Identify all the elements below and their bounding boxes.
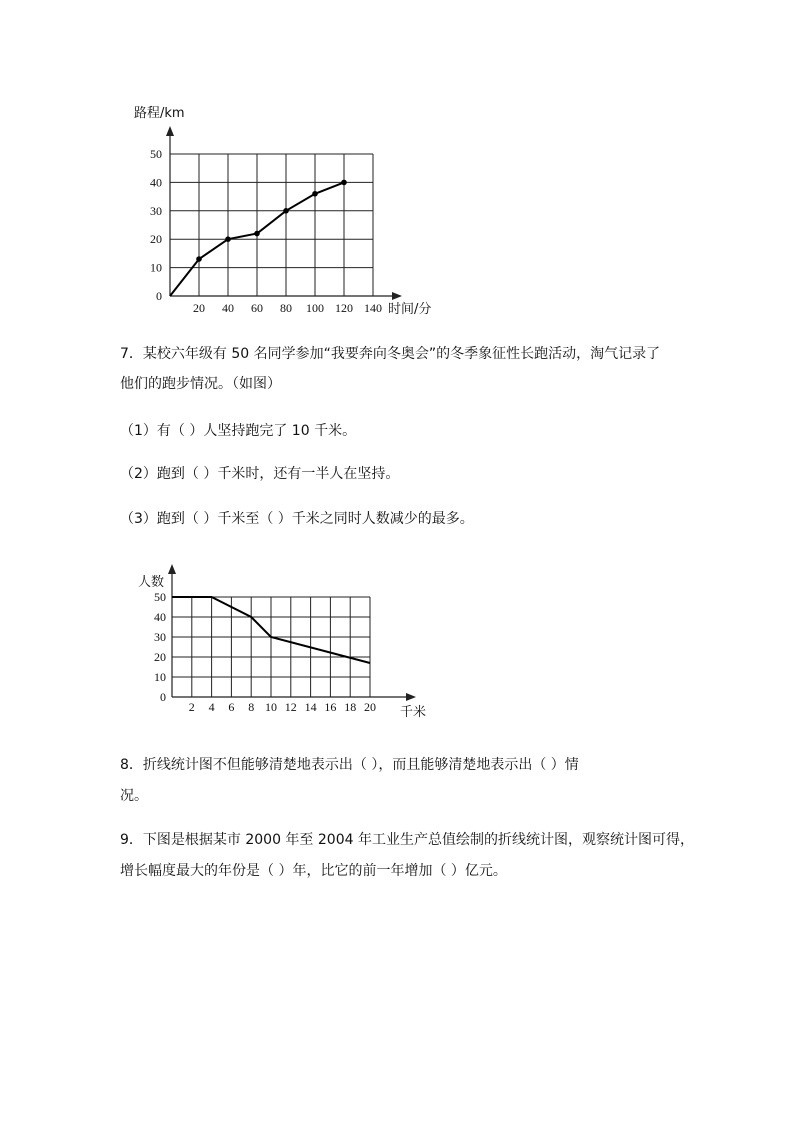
x-axis-arrow <box>406 693 416 701</box>
q7-sub1: （1）有（ ）人坚持跑完了 10 千米。 <box>120 423 357 439</box>
y-tick-label: 50 <box>154 590 166 604</box>
data-point <box>254 231 260 237</box>
y-axis-label: 路程/km <box>134 106 185 121</box>
distance-time-chart <box>0 0 794 330</box>
y-tick-label: 30 <box>150 203 162 218</box>
x-tick-label: 12 <box>284 700 297 714</box>
x-tick-label: 14 <box>304 700 317 714</box>
q7-sub2: （2）跑到（ ）千米时，还有一半人在坚持。 <box>120 466 400 482</box>
y-tick-label: 0 <box>156 289 162 303</box>
y-tick-label: 20 <box>154 650 166 664</box>
chart2-grid <box>172 597 370 697</box>
x-tick-label: 60 <box>251 301 263 315</box>
x-axis-arrow <box>392 292 402 300</box>
y-tick-label: 0 <box>160 690 166 704</box>
x-tick-label: 2 <box>188 700 195 714</box>
q7-line1: 7．某校六年级有 50 名同学参加“我要奔向冬奥会”的冬季象征性长跑活动，淘气记录了 <box>120 346 661 362</box>
y-tick-label: 40 <box>150 175 162 190</box>
y-tick-label: 50 <box>150 147 162 161</box>
x-axis-label: 千米 <box>400 705 427 720</box>
x-axis-label: 时间/分 <box>388 302 432 317</box>
data-point <box>283 208 289 214</box>
data-point <box>225 236 231 242</box>
data-point <box>341 180 347 186</box>
data-point <box>196 256 202 262</box>
x-tick-label: 6 <box>228 700 235 714</box>
q7-line2: 他们的跑步情况。（如图） <box>120 376 281 392</box>
q9-line1: 9．下图是根据某市 2000 年至 2004 年工业生产总值绘制的折线统计图，观察统计图可得， <box>120 832 694 848</box>
x-tick-label: 20 <box>193 301 205 315</box>
x-tick-label: 100 <box>306 301 324 315</box>
x-tick-label: 18 <box>344 700 357 714</box>
y-tick-label: 30 <box>154 630 166 644</box>
x-tick-label: 8 <box>248 700 255 714</box>
y-tick-label: 10 <box>154 670 166 684</box>
x-tick-label: 120 <box>335 301 353 315</box>
y-axis-arrow <box>166 126 174 136</box>
people-distance-chart <box>0 540 794 730</box>
chart2-labels <box>138 574 426 720</box>
y-axis-label: 人数 <box>138 575 165 590</box>
x-tick-label: 4 <box>208 700 215 714</box>
x-tick-label: 16 <box>324 700 337 714</box>
y-tick-label: 40 <box>154 610 166 624</box>
x-tick-label: 40 <box>222 301 234 315</box>
x-tick-label: 20 <box>364 700 376 714</box>
x-tick-label: 10 <box>265 700 277 714</box>
chart1-grid <box>170 154 373 296</box>
q8-line2: 况。 <box>120 788 148 804</box>
q8-line1: 8．折线统计图不但能够清楚地表示出（ ），而且能够清楚地表示出（ ）情 <box>120 757 579 773</box>
y-axis-arrow <box>168 564 176 574</box>
y-tick-label: 10 <box>150 260 162 275</box>
q7-sub3: （3）跑到（ ）千米至（ ）千米之同时人数减少的最多。 <box>120 511 474 527</box>
x-tick-label: 80 <box>280 301 292 315</box>
chart1-series <box>170 180 347 296</box>
y-tick-label: 20 <box>150 232 162 247</box>
x-tick-label: 140 <box>364 301 382 315</box>
q9-line2: 增长幅度最大的年份是（ ）年，比它的前一年增加（ ）亿元。 <box>120 863 507 879</box>
chart2-axes <box>168 564 416 701</box>
data-point <box>312 191 318 197</box>
